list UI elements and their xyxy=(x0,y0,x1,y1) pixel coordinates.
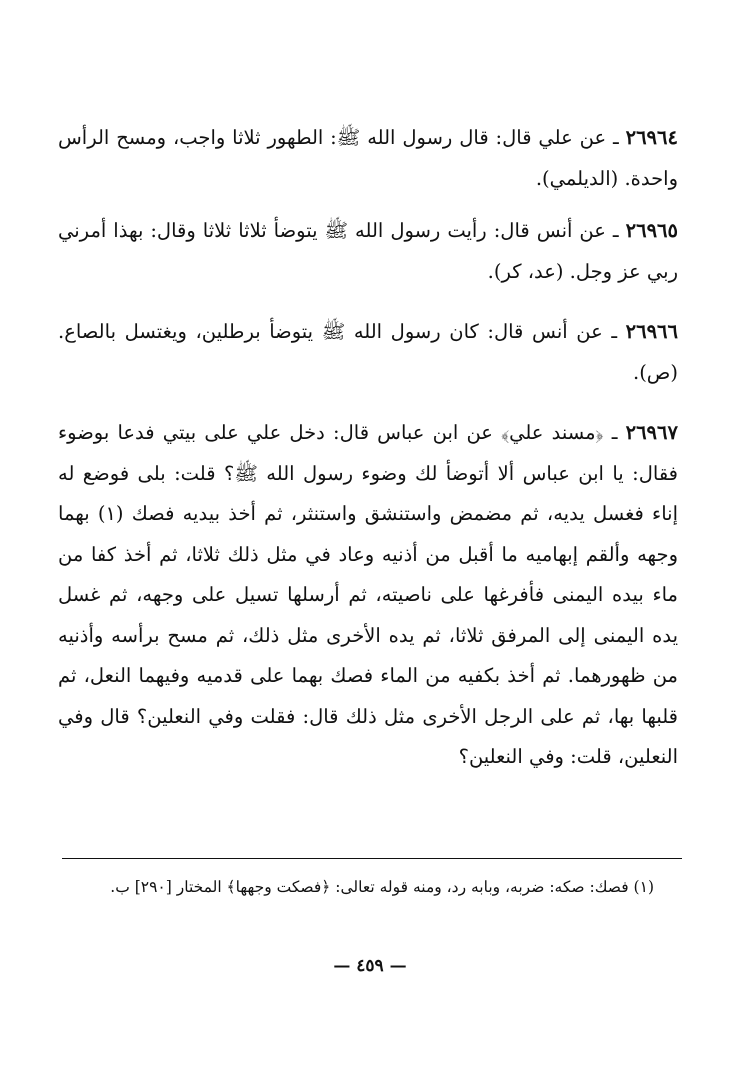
hadith-text: عن علي قال: قال رسول الله ﷺ: الطهور ثلاثا واجب، ومسح الرأس واحدة. (الديلمي). xyxy=(58,126,678,190)
footnote: (١) فصك: صكه: ضربه، وبابه رد، ومنه قوله تعالى: ﴿فصكت وجهها﴾ المختار [٢٩٠] ب. xyxy=(110,878,654,896)
hadith-number: ٢٦٩٦٦ xyxy=(625,320,678,343)
hadith-paragraph: ٢٦٩٦٥ ـ عن أنس قال: رأيت رسول الله ﷺ يتوضأ ثلاثا ثلاثا وقال: بهذا أمرني ربي عز وجل. (عد، كر). xyxy=(58,219,678,283)
hadith-number: ٢٦٩٦٤ xyxy=(625,126,678,149)
hadith-text: ﴿مسند علي﴾ عن ابن عباس قال: دخل علي على بيتي فدعا بوضوء فقال: يا ابن عباس ألا أتوضأ لك وضوء رسول الله ﷺ؟ قلت: بلى فوضع له إناء فغسل يديه، ثم مضمض واستنشق واستنثر، ثم أخذ بيديه فصك (١) بهما وجهه وألقم إبهاميه ما أقبل من أذنيه وعاد في مثل ذلك ثلاثا، ثم أخذ كفا من ماء بيده اليمنى فأفرغها على ناصيته، ثم أرسلها تسيل على وجهه، ثم غسل يده اليمنى إلى المرفق ثلاثا، ثم يده الأخرى مثل ذلك، ثم مسح برأسه وأذنيه من ظهورهما. ثم أخذ بكفيه من الماء فصك بهما على قدميه وفيهما النعل، ثم قلبها بها، ثم على الرجل الأخرى مثل ذلك قال: فقلت وفي النعلين؟ قال وفي النعلين، قلت: وفي النعلين؟ xyxy=(58,421,678,768)
footnote-divider xyxy=(62,858,682,859)
hadith-text: عن أنس قال: كان رسول الله ﷺ يتوضأ برطلين، ويغتسل بالصاع. (ص). xyxy=(58,320,678,384)
main-text xyxy=(58,118,678,778)
hadith-number: ٢٦٩٦٥ xyxy=(625,219,678,242)
hadith-text: عن أنس قال: رأيت رسول الله ﷺ يتوضأ ثلاثا ثلاثا وقال: بهذا أمرني ربي عز وجل. (عد، كر). xyxy=(58,219,678,283)
hadith-paragraph: ٢٦٩٦٧ ـ ﴿مسند علي﴾ عن ابن عباس قال: دخل علي على بيتي فدعا بوضوء فقال: يا ابن عباس ألا أتوضأ لك وضوء رسول الله ﷺ؟ قلت: بلى فوضع له إناء فغسل يديه، ثم مضمض واستنشق واستنثر، ثم أخذ بيديه فصك (١) بهما وجهه وألقم إبهاميه ما أقبل من أذنيه وعاد في مثل ذلك ثلاثا، ثم أخذ كفا من ماء بيده اليمنى فأفرغها على ناصيته، ثم أرسلها تسيل على وجهه، ثم غسل يده اليمنى إلى المرفق ثلاثا، ثم يده الأخرى مثل ذلك، ثم مسح برأسه وأذنيه من ظهورهما. ثم أخذ بكفيه من الماء فصك بهما على قدميه وفيهما النعل، ثم قلبها بها، ثم على الرجل الأخرى مثل ذلك قال: فقلت وفي النعلين؟ قال وفي النعلين، قلت: وفي النعلين؟ xyxy=(58,421,678,768)
hadith-paragraph: ٢٦٩٦٦ ـ عن أنس قال: كان رسول الله ﷺ يتوضأ برطلين، ويغتسل بالصاع. (ص). xyxy=(58,320,678,384)
hadith-number: ٢٦٩٦٧ xyxy=(625,421,678,444)
page-number: — ٤٥٩ — xyxy=(333,956,407,976)
hadith-paragraph: ٢٦٩٦٤ ـ عن علي قال: قال رسول الله ﷺ: الطهور ثلاثا واجب، ومسح الرأس واحدة. (الديلمي). xyxy=(58,126,678,190)
